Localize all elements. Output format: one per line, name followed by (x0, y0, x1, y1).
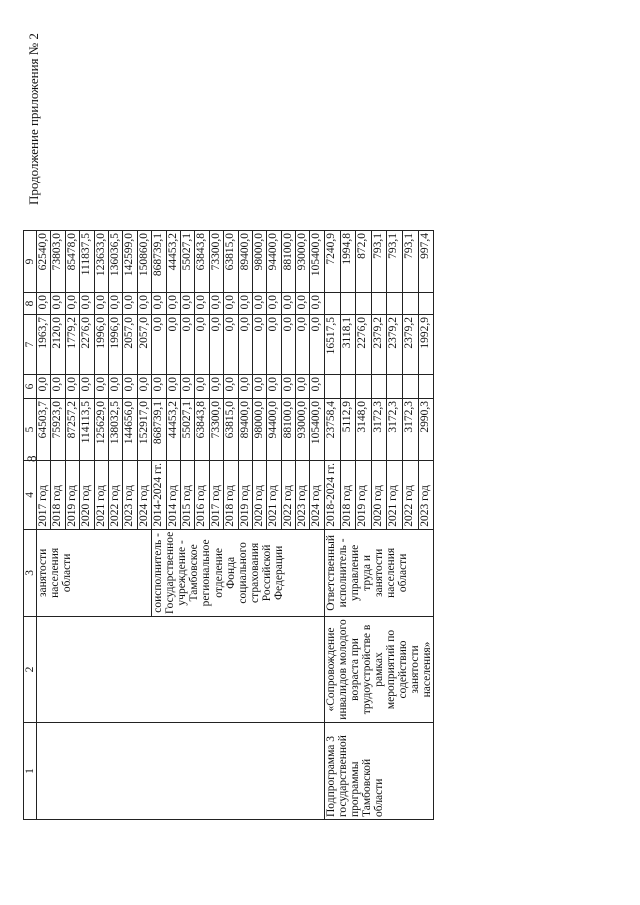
amount-cell: 73300,0 (209, 231, 223, 293)
period-cell: 2023 год (418, 461, 434, 530)
period-cell: 2019 год (238, 461, 252, 530)
period-cell: 2018 год (340, 461, 356, 530)
amount-cell: 0,0 (152, 293, 166, 315)
amount-cell: 89400,0 (238, 399, 252, 461)
executor-name: Ответственный исполнитель - управление труда и занятости населения области (324, 529, 434, 616)
column-number: 5 (24, 399, 37, 461)
period-cell: 2022 год (403, 461, 419, 530)
amount-cell: 0,0 (180, 375, 194, 399)
amount-cell: 0,0 (238, 375, 252, 399)
period-cell: 2018 год (224, 461, 238, 530)
amount-cell: 85478,0 (65, 231, 79, 293)
executor-name: занятости населения области (37, 529, 152, 616)
amount-cell: 94400,0 (267, 231, 281, 293)
amount-cell: 63843,8 (195, 231, 209, 293)
amount-cell: 0,0 (37, 293, 51, 315)
amount-cell: 0,0 (166, 293, 180, 315)
amount-cell: 2990,3 (418, 399, 434, 461)
column-number: 3 (24, 529, 37, 616)
amount-cell: 0,0 (65, 375, 79, 399)
amount-cell: 0,0 (195, 293, 209, 315)
amount-cell: 55027,1 (180, 399, 194, 461)
amount-cell: 868739,1 (152, 231, 166, 293)
amount-cell (418, 293, 434, 315)
amount-cell: 872,0 (356, 231, 372, 293)
column-number: 8 (24, 293, 37, 315)
amount-cell: 0,0 (310, 293, 324, 315)
amount-cell: 63815,0 (224, 231, 238, 293)
amount-cell: 2276,0 (80, 315, 94, 375)
amount-cell: 0,0 (80, 375, 94, 399)
amount-cell: 62540,0 (37, 231, 51, 293)
amount-cell: 98000,0 (252, 231, 266, 293)
page-number: 8 (24, 455, 39, 462)
period-cell: 2022 год (281, 461, 295, 530)
amount-cell: 152917,0 (137, 399, 151, 461)
amount-cell: 0,0 (252, 315, 266, 375)
amount-cell: 0,0 (296, 315, 310, 375)
amount-cell: 0,0 (37, 375, 51, 399)
amount-cell: 0,0 (152, 315, 166, 375)
amount-cell: 0,0 (209, 293, 223, 315)
amount-cell: 793,1 (371, 231, 387, 293)
appendix-label: Продолжение приложения № 2 (26, 33, 41, 205)
amount-cell: 73300,0 (209, 399, 223, 461)
amount-cell: 73803,0 (51, 231, 65, 293)
amount-cell: 123633,0 (94, 231, 108, 293)
amount-cell: 88100,0 (281, 231, 295, 293)
amount-cell: 0,0 (166, 315, 180, 375)
amount-cell: 138032,5 (109, 399, 123, 461)
period-cell: 2021 год (387, 461, 403, 530)
amount-cell: 793,1 (387, 231, 403, 293)
amount-cell: 3118,1 (340, 315, 356, 375)
period-cell: 2023 год (123, 461, 137, 530)
period-cell: 2019 год (356, 461, 372, 530)
amount-cell: 98000,0 (252, 399, 266, 461)
amount-cell: 0,0 (224, 375, 238, 399)
amount-cell: 3172,3 (371, 399, 387, 461)
amount-cell: 136036,5 (109, 231, 123, 293)
amount-cell: 1779,2 (65, 315, 79, 375)
amount-cell: 0,0 (281, 315, 295, 375)
event-cell-empty (37, 617, 325, 723)
column-number-row (24, 231, 37, 820)
amount-cell: 87257,2 (65, 399, 79, 461)
amount-cell: 63843,8 (195, 399, 209, 461)
amount-cell: 3172,3 (403, 399, 419, 461)
amount-cell: 0,0 (195, 375, 209, 399)
amount-cell: 1996,0 (109, 315, 123, 375)
amount-cell: 7240,9 (324, 231, 340, 293)
amount-cell: 0,0 (224, 315, 238, 375)
amount-cell: 125629,0 (94, 399, 108, 461)
amount-cell: 2379,2 (403, 315, 419, 375)
amount-cell: 1996,0 (94, 315, 108, 375)
amount-cell: 0,0 (166, 375, 180, 399)
amount-cell: 997,4 (418, 231, 434, 293)
period-cell: 2014-2024 гг. (152, 461, 166, 530)
amount-cell: 2057,0 (137, 315, 151, 375)
amount-cell: 0,0 (137, 375, 151, 399)
amount-cell: 2057,0 (123, 315, 137, 375)
amount-cell: 0,0 (123, 375, 137, 399)
amount-cell: 0,0 (209, 375, 223, 399)
column-number: 9 (24, 231, 37, 293)
table-row (324, 231, 340, 820)
amount-cell: 44453,2 (166, 231, 180, 293)
period-cell: 2016 год (195, 461, 209, 530)
amount-cell: 0,0 (224, 293, 238, 315)
period-cell: 2021 год (267, 461, 281, 530)
amount-cell: 0,0 (51, 375, 65, 399)
period-cell: 2015 год (180, 461, 194, 530)
amount-cell: 142599,0 (123, 231, 137, 293)
period-cell: 2017 год (209, 461, 223, 530)
amount-cell: 3172,3 (387, 399, 403, 461)
period-cell: 2023 год (296, 461, 310, 530)
period-cell: 2022 год (109, 461, 123, 530)
amount-cell (387, 375, 403, 399)
amount-cell: 0,0 (195, 315, 209, 375)
amount-cell: 0,0 (180, 293, 194, 315)
amount-cell: 114113,5 (80, 399, 94, 461)
period-cell: 2024 год (137, 461, 151, 530)
amount-cell: 44453,2 (166, 399, 180, 461)
amount-cell: 5112,9 (340, 399, 356, 461)
amount-cell: 868739,1 (152, 399, 166, 461)
period-cell: 2017 год (37, 461, 51, 530)
amount-cell: 0,0 (267, 375, 281, 399)
amount-cell (371, 375, 387, 399)
amount-cell: 150860,0 (137, 231, 151, 293)
amount-cell: 0,0 (267, 293, 281, 315)
amount-cell (371, 293, 387, 315)
amount-cell (387, 293, 403, 315)
amount-cell: 0,0 (252, 375, 266, 399)
amount-cell: 0,0 (252, 293, 266, 315)
amount-cell: 2276,0 (356, 315, 372, 375)
period-cell: 2018 год (51, 461, 65, 530)
amount-cell (403, 293, 419, 315)
budget-table (23, 230, 434, 820)
amount-cell: 0,0 (296, 293, 310, 315)
amount-cell: 0,0 (238, 293, 252, 315)
executor-name: соисполнитель - Государственное учреждение - Тамбовское региональное отделение Фонда социального страхования Российской Федерации (152, 529, 325, 616)
amount-cell: 0,0 (209, 315, 223, 375)
amount-cell: 0,0 (180, 315, 194, 375)
amount-cell: 89400,0 (238, 231, 252, 293)
amount-cell: 94400,0 (267, 399, 281, 461)
amount-cell: 105400,0 (310, 231, 324, 293)
amount-cell: 0,0 (51, 293, 65, 315)
amount-cell: 1963,7 (37, 315, 51, 375)
amount-cell: 0,0 (65, 293, 79, 315)
amount-cell: 0,0 (80, 293, 94, 315)
column-number: 2 (24, 617, 37, 723)
amount-cell: 0,0 (109, 375, 123, 399)
amount-cell: 105400,0 (310, 399, 324, 461)
amount-cell: 3148,0 (356, 399, 372, 461)
column-number: 6 (24, 375, 37, 399)
amount-cell: 0,0 (281, 375, 295, 399)
amount-cell: 111837,5 (80, 231, 94, 293)
amount-cell: 0,0 (296, 375, 310, 399)
period-cell: 2021 год (94, 461, 108, 530)
amount-cell (324, 375, 340, 399)
period-cell: 2020 год (252, 461, 266, 530)
amount-cell: 0,0 (123, 293, 137, 315)
event-name: «Сопровождение инвалидов молодого возраста при трудоустройстве в рамках мероприятий по содействию занятости населения» (324, 617, 434, 723)
amount-cell: 1994,8 (340, 231, 356, 293)
amount-cell: 23758,4 (324, 399, 340, 461)
amount-cell: 93000,0 (296, 399, 310, 461)
period-cell: 2018-2024 гг. (324, 461, 340, 530)
amount-cell: 0,0 (137, 293, 151, 315)
amount-cell: 75923,0 (51, 399, 65, 461)
amount-cell (324, 293, 340, 315)
column-number: 4 (24, 461, 37, 530)
period-cell: 2014 год (166, 461, 180, 530)
amount-cell (340, 375, 356, 399)
amount-cell (356, 293, 372, 315)
amount-cell: 0,0 (238, 315, 252, 375)
amount-cell (356, 375, 372, 399)
amount-cell: 0,0 (94, 375, 108, 399)
column-number: 7 (24, 315, 37, 375)
amount-cell: 64503,7 (37, 399, 51, 461)
amount-cell (403, 375, 419, 399)
amount-cell: 63815,0 (224, 399, 238, 461)
subprogram-name: Подпрограмма 3 государственной программы Тамбовской области (324, 723, 434, 820)
amount-cell: 0,0 (267, 315, 281, 375)
amount-cell: 0,0 (94, 293, 108, 315)
amount-cell: 88100,0 (281, 399, 295, 461)
amount-cell: 0,0 (310, 375, 324, 399)
amount-cell: 1992,9 (418, 315, 434, 375)
amount-cell: 2379,2 (387, 315, 403, 375)
amount-cell: 0,0 (281, 293, 295, 315)
period-cell: 2019 год (65, 461, 79, 530)
amount-cell: 2120,0 (51, 315, 65, 375)
amount-cell: 55027,1 (180, 231, 194, 293)
column-number: 1 (24, 723, 37, 820)
period-cell: 2020 год (80, 461, 94, 530)
amount-cell (418, 375, 434, 399)
amount-cell: 0,0 (109, 293, 123, 315)
period-cell: 2020 год (371, 461, 387, 530)
amount-cell: 93000,0 (296, 231, 310, 293)
amount-cell: 0,0 (152, 375, 166, 399)
amount-cell: 144656,0 (123, 399, 137, 461)
amount-cell: 0,0 (310, 315, 324, 375)
amount-cell: 793,1 (403, 231, 419, 293)
amount-cell: 16517,5 (324, 315, 340, 375)
subprogram-cell-empty (37, 723, 325, 820)
table-row (37, 231, 51, 820)
amount-cell (340, 293, 356, 315)
amount-cell: 2379,2 (371, 315, 387, 375)
period-cell: 2024 год (310, 461, 324, 530)
